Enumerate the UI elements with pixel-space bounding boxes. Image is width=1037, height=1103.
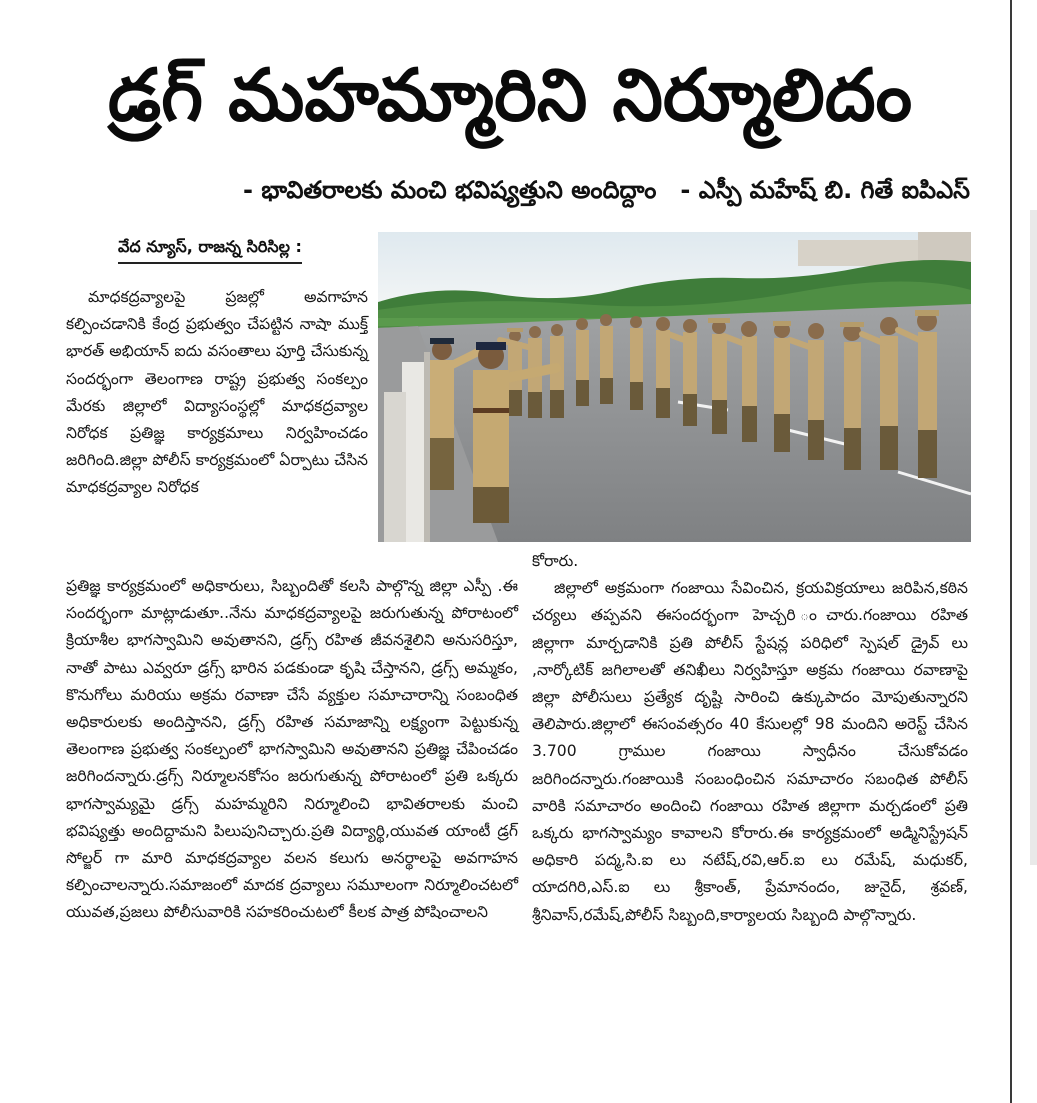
byline: వేద న్యూస్, రాజన్న సిరిసిల్ల :: [118, 232, 302, 264]
subheadline-quote: - భావితరాలకు మంచి భవిష్యత్తుని అందిద్దాం: [243, 176, 657, 204]
column-divider: [1010, 0, 1012, 1103]
article-paragraph: మాధకద్రవ్యాలపై ప్రజల్లో అవగాహన కల్పించడానికి కేంద్ర ప్రభుత్వం చేపట్టిన నాషా ముక్త్ భారత్ అభియాన్ ఐదు వసంతాలు పూర్తి చేసుకున్న సందర్భంగా తెలంగాణ రాష్ట్ర ప్రభుత్వ సంకల్పం మేరకు జిల్లాలో విద్యాసంస్థల్లో మాధకద్రవ్యాల నిరోధక ప్రతిజ్ఞ కార్యక్రమాలు నిర్వహించడం జరిగింది.జిల్లా పోలీస్ కార్యక్రమంలో ఏర్పాటు చేసిన మాధకద్రవ్యాల నిరోధక: [66, 288, 368, 497]
news-photo: [378, 232, 971, 542]
headline: డ్రగ్ మహమ్మారిని నిర్మూలిదం: [107, 53, 913, 137]
article-paragraph: ప్రతిజ్ఞ కార్యక్రమంలో అధికారులు, సిబ్బందితో కలసి పాల్గొన్న జిల్లా ఎస్పీ .ఈ సందర్భంగా మాట్లాడుతూ..నేను మాధకద్రవ్యాలపై జరుగుతున్న పోరాటంలో క్రియాశీల భాగస్వామిని అవుతానని, డ్రగ్స్ రహిత జీవనశైలిని అనుసరిస్తూ, నాతో పాటు ఎవ్వరూ డ్రగ్స్ భారిన పడకుండా కృషి చేస్తానని, డ్రగ్స్ అమ్మకం, కొనుగోలు మరియు అక్రమ రవాణా చేసే వ్యక్తుల సమాచారాన్ని సంబంధిత అధికారులకు అందిస్తానని, డ్రగ్స్ రహిత సమాజాన్ని లక్ష్యంగా పెట్టుకున్న తెలంగాణ ప్రభుత్వ సంకల్పంలో భాగస్వామిని అవుతానని ప్రతిజ్ఞ చేపించడం జరిగిందన్నారు.డ్రగ్స్ నిర్మూలనకోసం జరుగుతున్న పోరాటంలో ప్రతి ఒక్కరు భాగస్వామ్యమై డ్రగ్స్ మహమ్మరిని నిర్మూలించి భావితరాలకు మంచి భవిష్యత్తు అందిద్దామని పిలుపునిచ్చారు.ప్రతి విద్యార్థి,యువత యాంటీ డ్రగ్ సోల్జర్ గా మారి మాధకద్రవ్యాల వలన కలుగు అనర్థాలపై అవగాహన కల్పించాలన్నారు.సమాజంలో మాదక ద్రవ్యాలు సమూలంగా నిర్మూలించటలో యువత,ప్రజలు పోలీసువారికి సహకరించుటలో కీలక పాత్ర పోషించాలని: [66, 577, 518, 922]
article-column-right: [532, 548, 968, 929]
article-paragraph: జిల్లాలో అక్రమంగా గంజాయి సేవించిన, క్రయవిక్రయాలు జరిపిన,కఠిన చర్యలు తప్పవని ఈసందర్భంగా హెచ్చరి ంచారు.గంజాయి రహిత జిల్లాగా మార్చడానికి ప్రతి పోలీస్ స్టేషన్ల పరిధిలో స్పెషల్ డ్రైవ్ లు ,నార్కోటిక్ జగిలాలతో తనిఖీలు నిర్వహిస్తూ అక్రమ గంజాయి రవాణాపై జిల్లా పోలీసులు ప్రత్యేక దృష్టి సారించి ఉక్కుపాదం మోపుతున్నారని తెలిపారు.జిల్లాలో ఈసంవత్సరం 40 కేసులల్లో 98 మందిని అరెస్ట్ చేసిన 3.700 గ్రాముల గంజాయి స్వాధీనం చేసుకోవడం జరిగిందన్నారు.గంజాయికి సంబంధించిన సమాచారం సబంధిత పోలీస్ వారికి సమాచారం అందించి గంజాయి రహిత జిల్లాగా మర్చడంలో ప్రతి ఒక్కరు భాగస్వామ్యం కావాలని కోరారు.ఈ కార్యక్రమంలో అడ్మినిస్ట్రేషన్ అధికారి పద్మ,సి.ఐ లు నటేష్,రవి,ఆర్.ఐ లు రమేష్, మధుకర్, యాదగిరి,ఎస్.ఐ లు శ్రీకాంత్, ప్రేమానందం, జునైద్, శ్రవణ్, శ్రీనివాస్,రమేష్,పోలీస్ సిబ్బంది,కార్యాలయ సిబ్బంది పాల్గొన్నారు.: [532, 579, 968, 924]
article-column-left-bottom: [66, 573, 518, 927]
page-edge: [1030, 210, 1037, 865]
article-paragraph-end: కోరారు.: [532, 552, 579, 570]
subheadline-attribution: - ఎస్పీ మహేష్ బి. గితే ఐపిఎస్: [680, 176, 970, 204]
police-pledge-photo-illustration: [378, 232, 971, 542]
article-column-left-top: [66, 284, 368, 502]
subheadline: [40, 168, 970, 212]
